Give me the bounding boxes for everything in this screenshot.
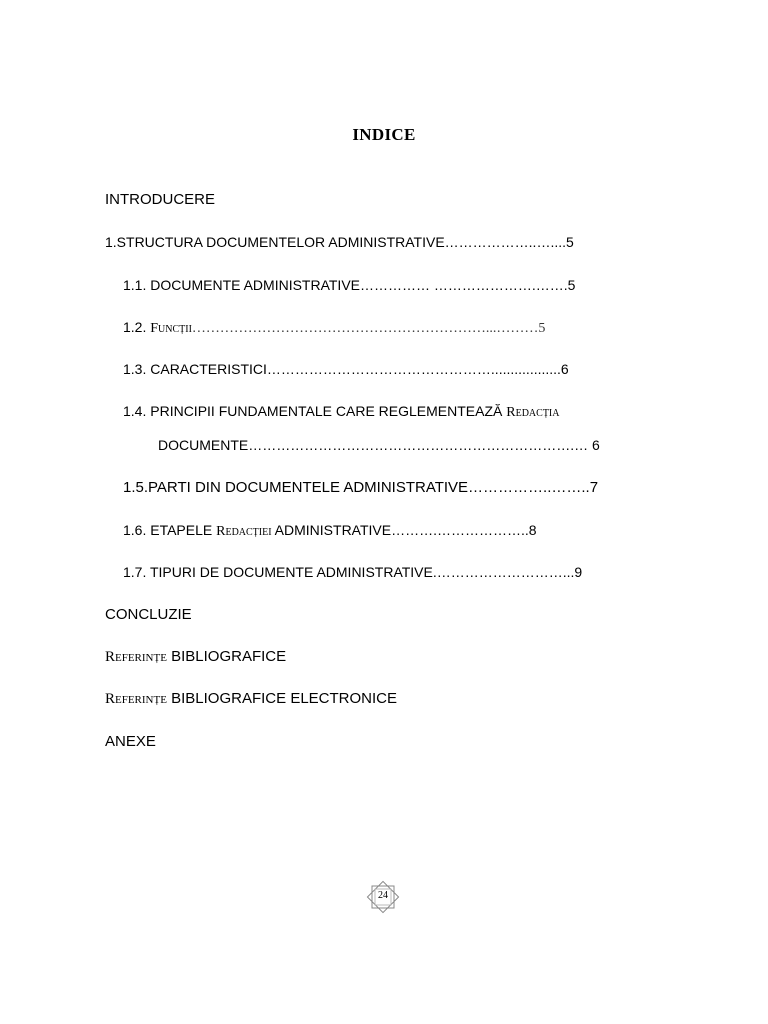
toc-entry-1-6 [123,520,537,542]
toc-entry-introducere: INTRODUCERE [105,191,216,208]
page-number-badge [366,880,400,914]
toc-entry-1-2 [123,317,545,339]
toc-entry-referinte-word: Referințe [105,649,167,665]
toc-entry-referinte [105,647,286,667]
toc-entry-1-7: 1.7. TIPURI DE DOCUMENTE ADMINISTRATIVE.………………………...9 [123,564,583,580]
toc-entry-1-2-title: Funcții [150,321,192,336]
toc-entry-1-1: 1.1. DOCUMENTE ADMINISTRATIVE…………… ………………….…….5 [123,277,576,293]
toc-entry-1-5: 1.5.PARTI DIN DOCUMENTELE ADMINISTRATIVE……………..……..7 [123,479,599,496]
toc-entry-concluzie: CONCLUZIE [105,606,192,623]
toc-entry-1-4-word: Redacția [506,405,560,420]
toc-entry-1-2-number: 1.2. [123,319,151,335]
toc-entry-1-6-number: 1.6. ETAPELE [123,522,217,538]
toc-entry-chapter-1: 1.STRUCTURA DOCUMENTELOR ADMINISTRATIVE………………..…....5 [105,234,574,250]
toc-entry-1-2-leader: ………………………………………………………...………5 [191,321,546,336]
toc-entry-referinte-electronice [105,689,397,709]
toc-entry-1-4-text: 1.4. PRINCIPII FUNDAMENTALE CARE REGLEMENTEAZĂ [123,403,507,419]
toc-entry-anexe: ANEXE [105,733,156,750]
page-title: INDICE [352,125,416,144]
toc-entry-referinte-electronice-word: Referințe [105,691,167,707]
toc-entry-referinte-rest: BIBLIOGRAFICE [166,648,287,665]
toc-entry-1-4-line-2: DOCUMENTE…………………………………………………………….… 6 [158,437,600,453]
toc-entry-referinte-electronice-rest: BIBLIOGRAFICE ELECTRONICE [166,690,397,707]
toc-entry-1-6-word: Redacției [216,524,272,539]
toc-entry-1-6-rest: ADMINISTRATIVE……….………………..8 [271,522,537,538]
toc-entry-1-4-line-1 [123,401,560,423]
page-number: 24 [378,890,388,901]
toc-entry-1-3: 1.3. CARACTERISTICI…………………………………………..................6 [123,361,569,377]
